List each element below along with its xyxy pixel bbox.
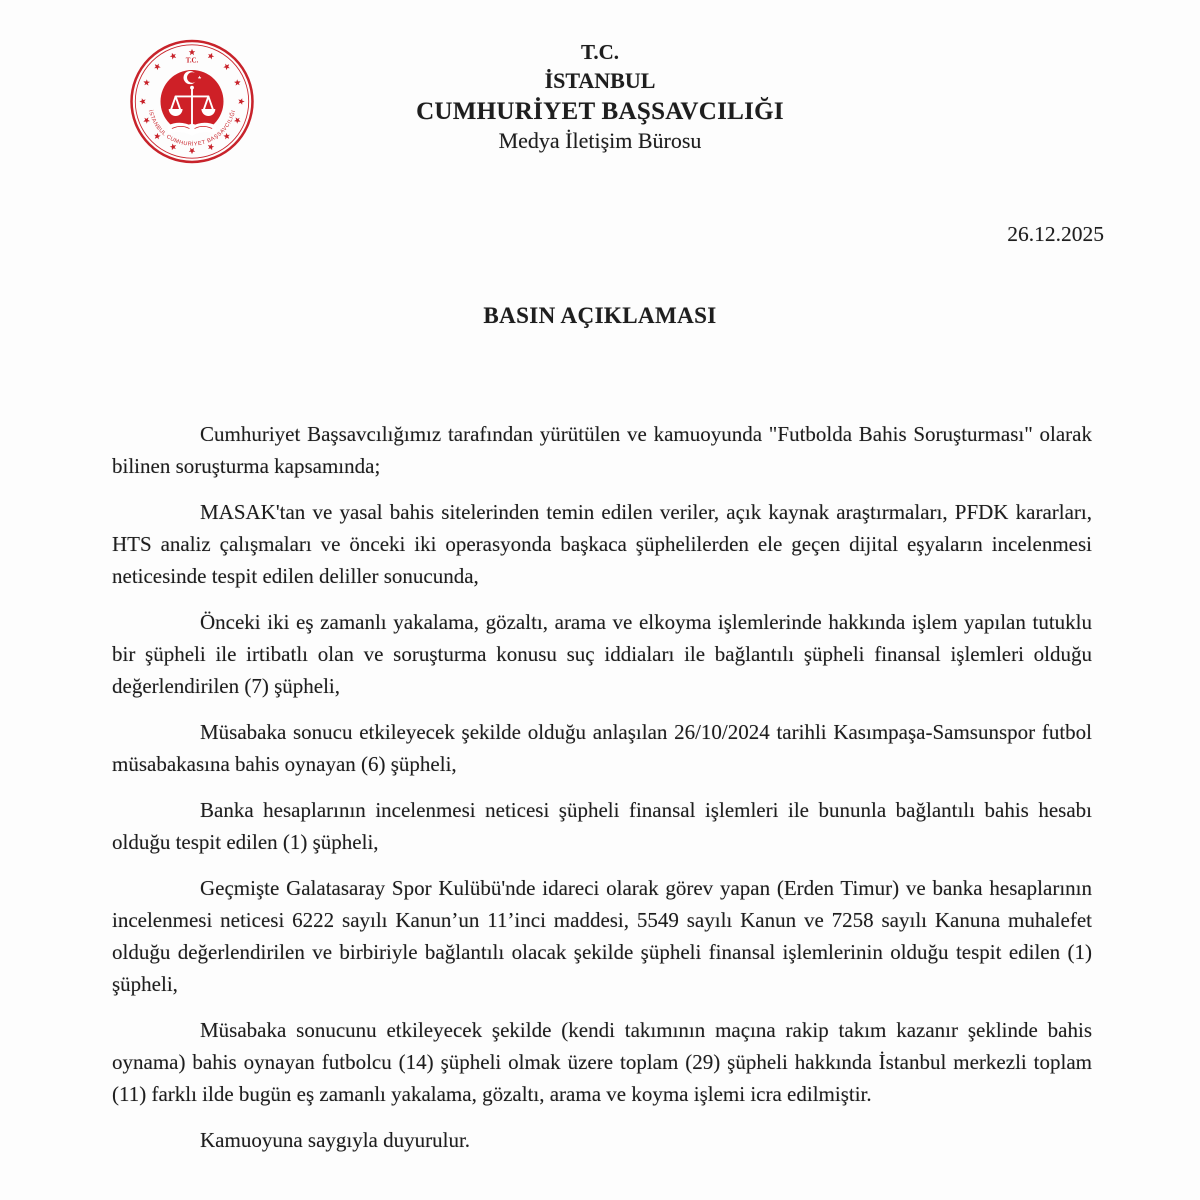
letterhead-city: İSTANBUL	[544, 68, 656, 93]
body-paragraph-suspects-1a: Banka hesaplarının incelenmesi neticesi şüpheli finansal işlemleri ile bununla bağlantılı bahis hesabı olduğu tespit edilen (1) şüpheli,	[112, 798, 1092, 854]
seal-ring-text: İSTANBUL CUMHURİYET BAŞSAVCILIĞI	[146, 109, 238, 148]
letterhead-bureau: Medya İletişim Bürosu	[498, 128, 702, 153]
body-paragraph-operation: Müsabaka sonucunu etkileyecek şekilde (kendi takımının maçına rakip takım kazanır şeklinde bahis oynama) bahis oynayan futbolcu (14) şüpheli olmak üzere toplam (29) şüpheli hakkında İstanbul merkezli toplam (11) farklı ilde bugün eş zamanlı yakalama, gözaltı, arama ve koyma işlemi icra edilmiştir.	[112, 1018, 1092, 1106]
letterhead-tc: T.C.	[580, 40, 620, 64]
letterhead-office: CUMHURİYET BAŞSAVCILIĞI	[416, 98, 784, 125]
body-paragraph-suspects-1b: Geçmişte Galatasaray Spor Kulübü'nde idareci olarak görev yapan (Erden Timur) ve banka hesaplarının incelenmesi neticesi 6222 sayılı Kanun’un 11’inci maddesi, 5549 sayılı Kanun ve 7258 sayılı Kanuna muhalefet olduğu değerlendirilen ve birbiriyle bağlantılı olacak şekilde şüpheli finansal işlemlerinin olduğu tespit edilen (1) şüpheli,	[112, 876, 1092, 996]
seal-tc-label: T.C.	[185, 57, 199, 65]
letterhead	[0, 42, 1200, 152]
body-paragraph-evidence: MASAK'tan ve yasal bahis sitelerinden temin edilen veriler, açık kaynak araştırmaları, PFDK kararları, HTS analiz çalışmaları ve önceki iki operasyonda başkaca şüphelilerden ele geçen dijital eşyaların incelenmesi neticesinde tespit edilen deliller sonucunda,	[112, 500, 1092, 588]
document-title: BASIN AÇIKLAMASI	[483, 303, 717, 328]
body-paragraph-suspects-6: Müsabaka sonucu etkileyecek şekilde olduğu anlaşılan 26/10/2024 tarihli Kasımpaşa-Samsunspor futbol müsabakasına bahis oynayan (6) şüpheli,	[112, 720, 1092, 776]
document-date: 26.12.2025	[1007, 222, 1104, 246]
body-paragraph-suspects-7: Önceki iki eş zamanlı yakalama, gözaltı, arama ve elkoyma işlemlerinde hakkında işlem yapılan tutuklu bir şüpheli ile irtibatlı olan ve soruşturma konusu suç iddiaları ile bağlantılı şüpheli finansal işlemleri olduğu değerlendirilen (7) şüpheli,	[112, 610, 1092, 698]
body-paragraph-closing: Kamuoyuna saygıyla duyurulur.	[200, 1128, 471, 1152]
document-body	[112, 418, 1092, 1170]
body-paragraph-intro: Cumhuriyet Başsavcılığımız tarafından yürütülen ve kamuoyunda "Futbolda Bahis Soruşturması" olarak bilinen soruşturma kapsamında;	[112, 422, 1092, 478]
